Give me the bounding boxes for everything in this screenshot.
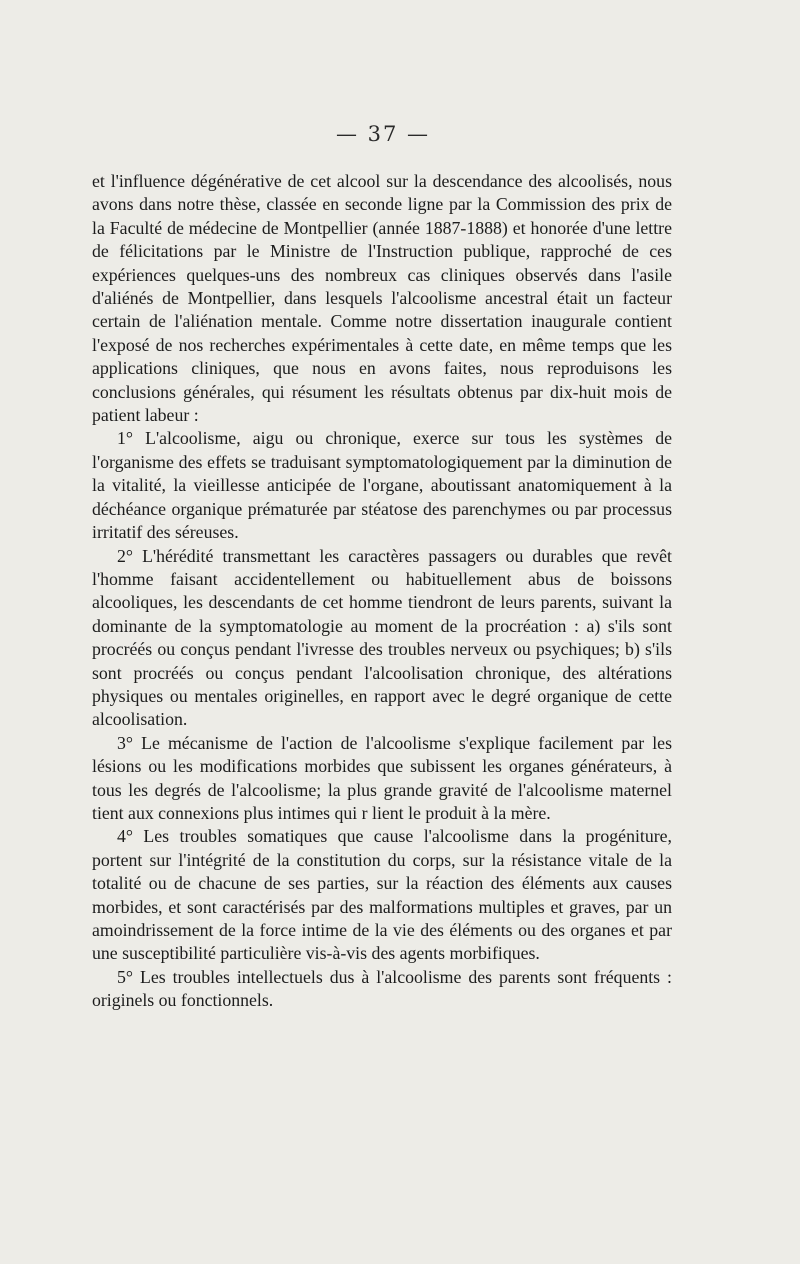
paragraph-conclusion-1: 1° L'alcoolisme, aigu ou chronique, exerce sur tous les systèmes de l'organisme des effets se traduisant symptomatologiquement par la diminution de la vitalité, la vieillesse anticipée de l'organe, aboutissant anatomiquement à la déchéance organique prématurée par stéatose des parenchymes ou par processus irritatif des séreuses. — [92, 428, 672, 543]
paragraph-conclusion-5: 5° Les troubles intellectuels dus à l'alcoolisme des parents sont fréquents : originels ou fonctionnels. — [92, 966, 672, 1011]
paragraph-conclusion-4: 4° Les troubles somatiques que cause l'alcoolisme dans la progéniture, portent sur l'intégrité de la constitution du corps, sur la résistance vitale de la totalité ou de chacune de ses parties, sur la réaction des éléments aux causes morbides, et sont caractérisés par des malformations multiples et graves, par un amoindrissement de la force intime de la vie des éléments ou des organes et par une susceptibilité particulière vis-à-vis des agents morbifiques. — [92, 826, 672, 964]
paragraph-conclusion-3: 3° Le mécanisme de l'action de l'alcoolisme s'explique facilement par les lésions ou les modifications morbides que subissent les organes générateurs, à tous les degrés de l'alcoolisme; la plus grande gravité de l'alcoolisme maternel tient aux connexions plus intimes qui r lient le produit à la mère. — [92, 732, 672, 823]
body-text — [92, 170, 672, 1013]
paragraph-intro: et l'influence dégénérative de cet alcool sur la descendance des alcoolisés, nous avons dans notre thèse, classée en seconde ligne par la Commission des prix de la Faculté de médecine de Montpellier (année 1887-1888) et honorée d'une lettre de félicitations par le Ministre de l'Instruction publique, rapproché de ces expériences quelques-uns des nombreux cas cliniques observés dans l'asile d'aliénés de Montpellier, dans lesquels l'alcoolisme ancestral était un facteur certain de l'aliénation mentale. Comme notre dissertation inaugurale contient l'exposé de nos recherches expérimentales à cette date, en même temps que les applications cliniques, que nous en avons faites, nous reproduisons les conclusions générales, qui résument les résultats obtenus par dix-huit mois de patient labeur : — [92, 171, 672, 426]
paragraph-conclusion-2: 2° L'hérédité transmettant les caractères passagers ou durables que revêt l'homme faisant accidentellement ou habituellement abus de boissons alcooliques, les descendants de cet homme tiendront de leurs parents, suivant la dominante de la symptomatologie au moment de la procréation : a) s'ils sont procréés ou conçus pendant l'ivresse des troubles nerveux ou psychiques; b) s'ils sont procréés ou conçus pendant l'alcoolisation chronique, des altérations physiques ou mentales originelles, en rapport avec le degré organique de cette alcoolisation. — [92, 545, 672, 730]
page-number: — 37 — — [335, 122, 431, 146]
